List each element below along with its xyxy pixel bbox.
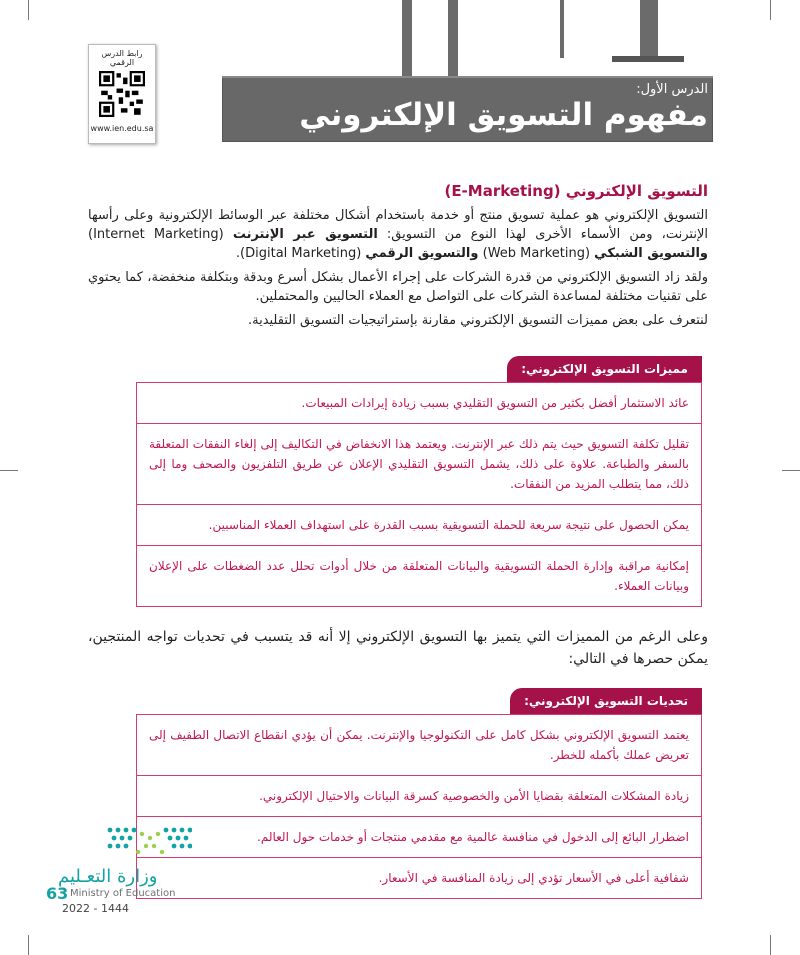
text-span: التسويق الإلكتروني هو عملية تسويق منتج أو خدمة باستخدام أشكال مختلفة عبر الوسائط الإلكترونية وعلى رأسها الإنترنت، ومن الأسماء الأخرى لهذا النوع من التسويق: [88,208,708,242]
advantage-item: يمكن الحصول على نتيجة سريعة للحملة التسويقية بسبب القدرة على استهداف العملاء المناسبين. [137,505,701,546]
crop-mark [28,0,29,20]
cable-decoration [640,0,658,60]
advantages-title: مميزات التسويق الإلكتروني: [507,356,702,382]
ministry-name-en: Ministry of Education [70,888,176,899]
challenge-item: اضطرار البائع إلى الدخول في منافسة عالمية مع مقدمي منتجات أو خدمات حول العالم. [137,817,701,858]
qr-card[interactable] [88,44,156,144]
challenges-title: تحديات التسويق الإلكتروني: [510,688,702,714]
page-title: مفهوم التسويق الإلكتروني [299,97,708,133]
paragraph-intro [88,206,708,263]
cable-decoration [612,56,684,62]
text-span: (Digital Marketing). [235,246,366,261]
cable-decoration [448,0,458,78]
text-span: (Internet Marketing) [88,227,233,242]
challenges-box [136,714,702,899]
crop-mark [770,0,771,20]
paragraph-challenges-lead: وعلى الرغم من المميزات التي يتميز بها التسويق الإلكتروني إلا أنه قد يتسبب في تحديات تواجه المنتجين، يمكن حصرها في التالي: [88,629,708,667]
bold-term: التسويق عبر الإنترنت [232,227,378,242]
bold-term: والتسويق الرقمي [365,246,479,261]
crop-mark [770,935,771,955]
challenge-item: يعتمد التسويق الإلكتروني بشكل كامل على التكنولوجيا والإنترنت. يمكن أن يؤدي انقطاع الاتصال الطفيف إلى تعريض عملك بأكمله للخطر. [137,715,701,776]
qr-label: رابط الدرس الرقمي [101,49,143,67]
advantages-box [136,382,702,607]
paragraph-lead: لنتعرف على بعض مميزات التسويق الإلكتروني مقارنة بإستراتيجيات التسويق التقليدية. [247,313,708,328]
edition-year: 2022 - 1444 [62,902,129,915]
advantage-item: إمكانية مراقبة وإدارة الحملة التسويقية والبيانات المتعلقة من خلال أدوات تحلل عدد الضغطات على الإعلان وبيانات العملاء. [149,559,689,593]
qr-url[interactable]: www.ien.edu.sa [90,124,154,133]
ministry-name-ar: وزارة التعـليم [58,866,158,887]
cable-decoration [560,0,564,58]
ministry-dots-icon [106,824,192,860]
lesson-tag: الدرس الأول: [636,82,708,97]
section-title: التسويق الإلكتروني (E-Marketing) [444,182,708,200]
challenge-item: شفافية أعلى في الأسعار تؤدي إلى زيادة المنافسة في الأسعار. [378,871,689,885]
qr-code-icon [99,71,145,117]
crop-mark [28,935,29,955]
text-span: (Web Marketing) [478,246,595,261]
paragraph-benefits: ولقد زاد التسويق الإلكتروني من قدرة الشركات على إجراء الأعمال بشكل أسرع وبدقة وبتكلفة منخفضة، كما يحتوي على تقنيات مختلفة لمساعدة الشركات على التواصل مع العملاء الحاليين والمحتملين. [88,270,708,304]
advantage-item: تقليل تكلفة التسويق حيث يتم ذلك عبر الإنترنت. ويعتمد هذا الانخفاض في التكاليف إلى إلغاء النفقات المتعلقة بالسفر والطباعة. علاوة على ذلك، يشمل التسويق التقليدي الإعلان عن طريق التلفزيون والصحف وما إلى ذلك، مما يتطلب المزيد من النفقات. [137,424,701,505]
cable-decoration [402,0,412,78]
ministry-logo [46,824,208,934]
page-number: 63 [46,884,69,903]
challenge-item: زيادة المشكلات المتعلقة بقضايا الأمن والخصوصية كسرقة البيانات والاحتيال الإلكتروني. [137,776,701,817]
advantage-item: عائد الاستثمار أفضل بكثير من التسويق التقليدي بسبب زيادة إيرادات المبيعات. [137,383,701,424]
crop-mark [0,470,18,471]
crop-mark [782,470,800,471]
bold-term: والتسويق الشبكي [594,246,708,261]
